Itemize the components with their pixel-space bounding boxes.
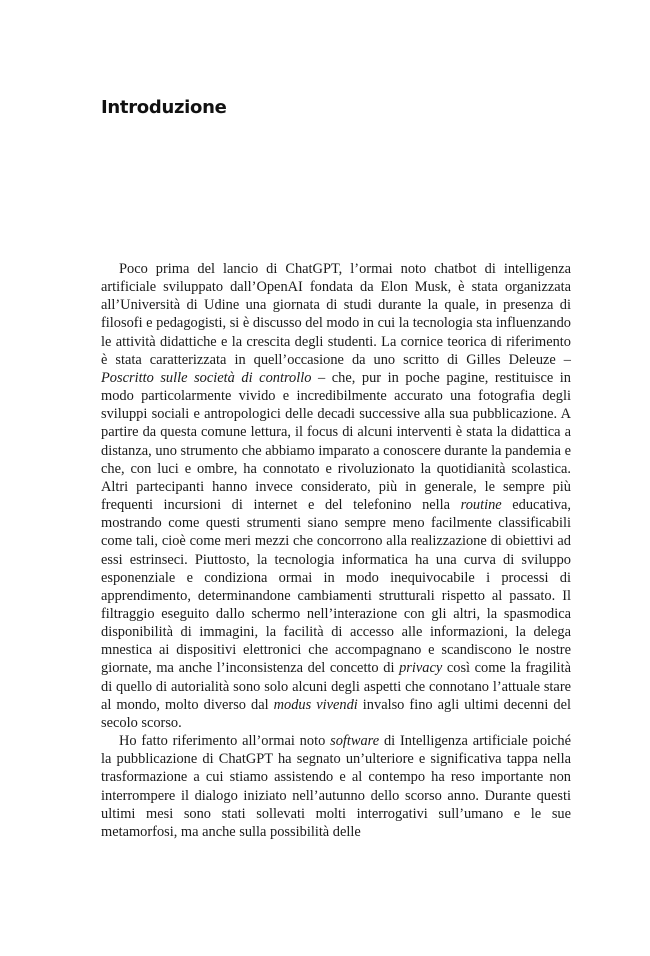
italic-term: privacy (399, 660, 443, 677)
italic-title: Poscritto sulle società di controllo (101, 369, 312, 386)
italic-term: routine (460, 497, 502, 514)
text-segment: Ho fatto riferimento all’ormai noto (119, 733, 331, 750)
body-text (101, 260, 571, 841)
paragraph (101, 732, 571, 841)
italic-term: modus vivendi (273, 696, 358, 713)
italic-term: software (330, 733, 380, 750)
paragraph (101, 260, 571, 732)
text-segment: così come la fragilità di quello di autorialità sono solo alcuni degli aspetti che connotano l’attuale stare al mondo, molto diverso dal (101, 660, 571, 713)
text-segment: – che, pur in poche pagine, restituisce in modo particolarmente vivido e incredibilmente accurato una fotografia degli sviluppi sociali e antropologici delle decadi successive alla sua pubblicazione. A partire da questa comune lettura, il focus di alcuni interventi è stata la didattica a distanza, uno strumento che abbiamo imparato a conoscere durante la pandemia e che, con luci e ombre, ha connotato e rivoluzionato la quotidianità scolastica. Altri partecipanti hanno invece considerato, più in generale, le sempre più frequenti incursioni di internet e del telefonino nella (101, 369, 571, 514)
text-segment: Poco prima del lancio di ChatGPT, l’ormai noto chatbot di intelligenza artificiale sviluppato dall’OpenAI fondata da Elon Musk, è stata organizzata all’Università di Udine una giornata di studi durante la quale, in presenza di filosofi e pedagogisti, si è discusso del modo in cui la tecnologia sta influenzando le attività didattiche e la crescita degli studenti. La cornice teorica di riferimento è stata caratterizzata in quell’occasione da uno scritto di Gilles Deleuze – (101, 261, 571, 368)
text-segment: educativa, mostrando come questi strumenti siano sempre meno facilmente classificabili come tali, cioè come meri mezzi che concorrono alla realizzazione di obiettivi ad essi estrinseci. Piuttosto, la tecnologia informatica ha una curva di sviluppo esponenziale e condiziona ormai in modo inequivocabile i processi di apprendimento, determinandone cambiamenti strutturali rispetto al passato. Il filtraggio eseguito dallo schermo nell’interazione con gli altri, la spasmodica disponibilità di immagini, la facilità di accesso alle informazioni, la delega mnestica ai dispositivi elettronici che accompagnano e scandiscono le nostre giornate, ma anche l’inconsistenza del concetto di (101, 497, 572, 677)
text-segment: di Intelligenza artificiale poiché la pubblicazione di ChatGPT ha segnato un’ulteriore e significativa tappa nella trasformazione a cui stiamo assistendo e al contempo ha reso importante non interrompere il dialogo iniziato nell’autunno dello scorso anno. Durante questi ultimi mesi sono stati sollevati molti interrogativi sull’umano e le sue metamorfosi, ma anche sulla possibilità delle (101, 733, 571, 840)
chapter-title: Introduzione (101, 97, 227, 118)
text-segment: invalso fino agli ultimi decenni del secolo scorso. (101, 696, 571, 731)
